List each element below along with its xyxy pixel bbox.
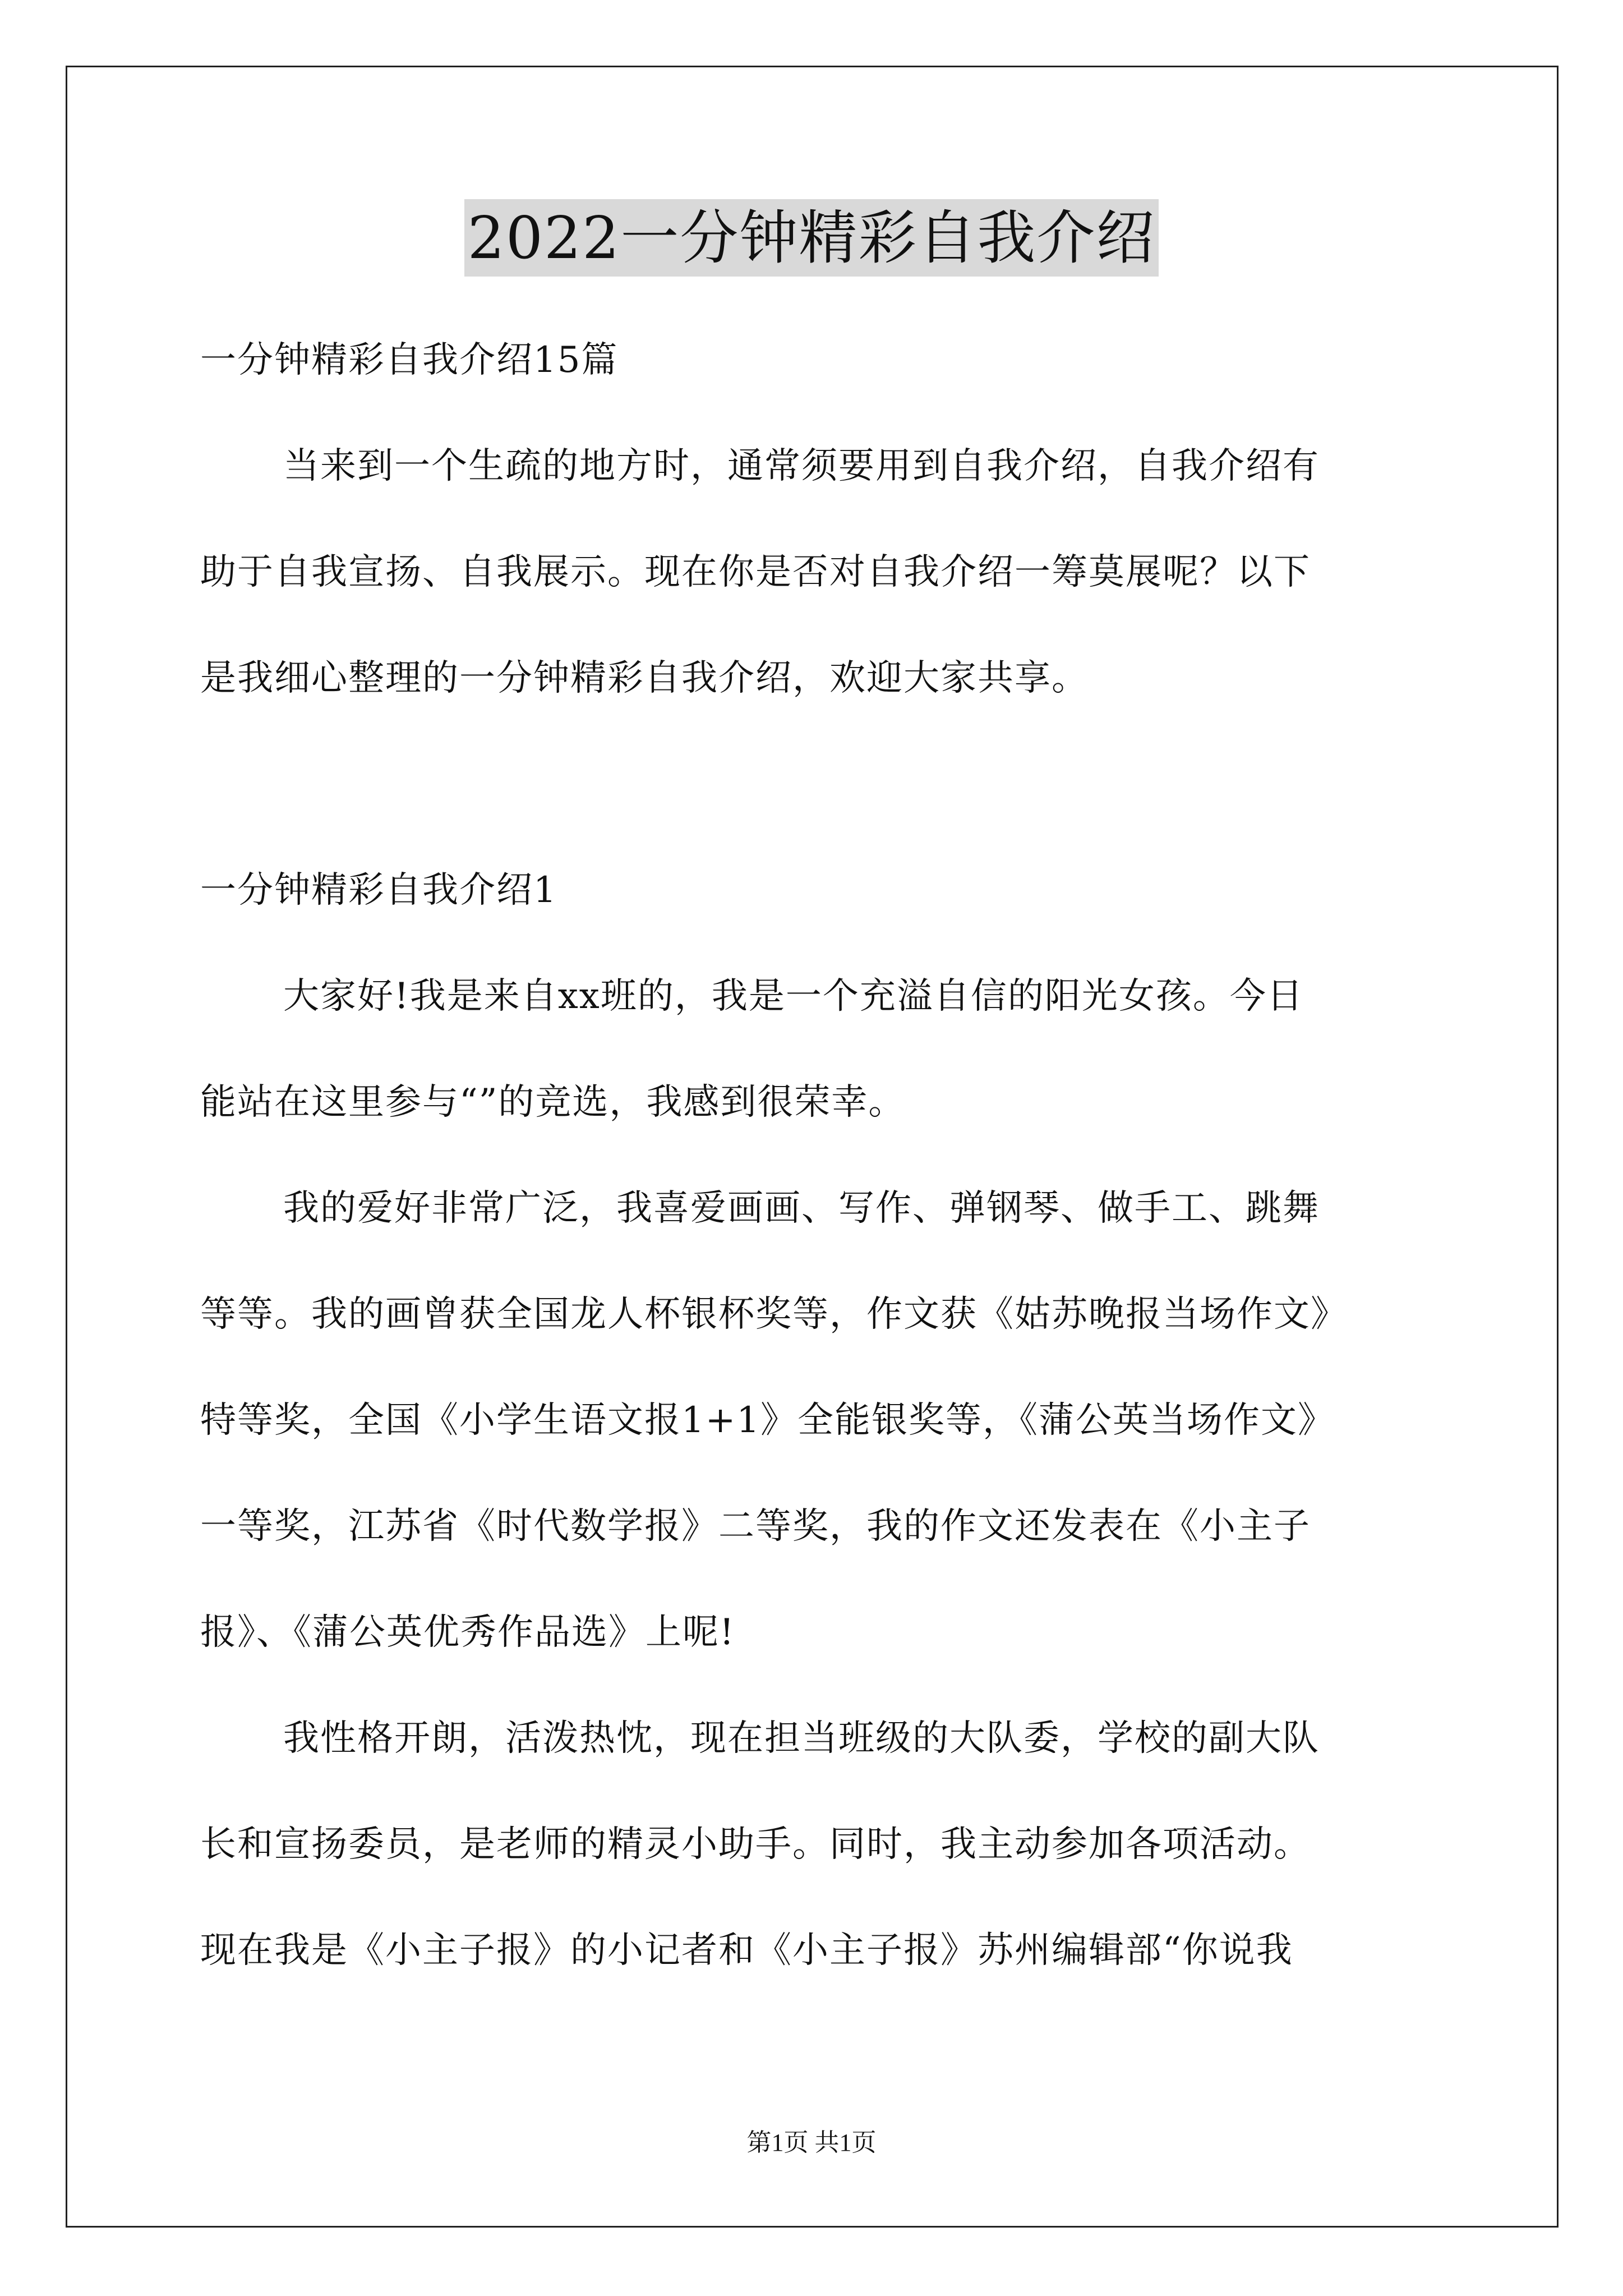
text-line: 能站在这里参与“”的竞选，我感到很荣幸。 — [200, 1082, 906, 1123]
page-footer: 第1页 共1页 — [746, 2129, 877, 2156]
text-line: 一等奖，江苏省《时代数学报》二等奖，我的作文还发表在《小主子 — [200, 1506, 1311, 1547]
document-body — [200, 307, 1431, 2004]
text-line: 等等。我的画曾获全国龙人杯银杯奖等，作文获《姑苏晚报当场作文》 — [200, 1294, 1348, 1335]
text-line: 特等奖，全国《小学生语文报1+1》全能银奖等，《蒲公英当场作文》 — [200, 1400, 1335, 1441]
text-line: 报》、《蒲公英优秀作品选》上呢! — [200, 1612, 735, 1653]
text-line: 一分钟精彩自我介绍1 — [200, 869, 557, 911]
title-container — [0, 199, 1623, 277]
paragraph-start-line: 当来到一个生疏的地方时，通常须要用到自我介绍，自我介绍有 — [283, 445, 1320, 487]
text-line: 现在我是《小主子报》的小记者和《小主子报》苏州编辑部“你说我 — [200, 1930, 1293, 1971]
text-line: 是我细心整理的一分钟精彩自我介绍，欢迎大家共享。 — [200, 657, 1089, 699]
blank-line — [200, 731, 1431, 838]
text-line: 长和宣扬委员，是老师的精灵小助手。同时，我主动参加各项活动。 — [200, 1824, 1311, 1865]
text-line: 助于自我宣扬、自我展示。现在你是否对自我介绍一筹莫展呢？以下 — [200, 551, 1311, 593]
document-title: 2022一分钟精彩自我介绍 — [464, 199, 1159, 277]
text-line: 一分钟精彩自我介绍15篇 — [200, 339, 619, 381]
paragraph-start-line: 我性格开朗，活泼热忱，现在担当班级的大队委，学校的副大队 — [283, 1718, 1320, 1759]
paragraph-start-line: 我的爱好非常广泛，我喜爱画画、写作、弹钢琴、做手工、跳舞 — [283, 1188, 1320, 1229]
paragraph-start-line: 大家好!我是来自xx班的，我是一个充溢自信的阳光女孩。今日 — [283, 976, 1304, 1017]
